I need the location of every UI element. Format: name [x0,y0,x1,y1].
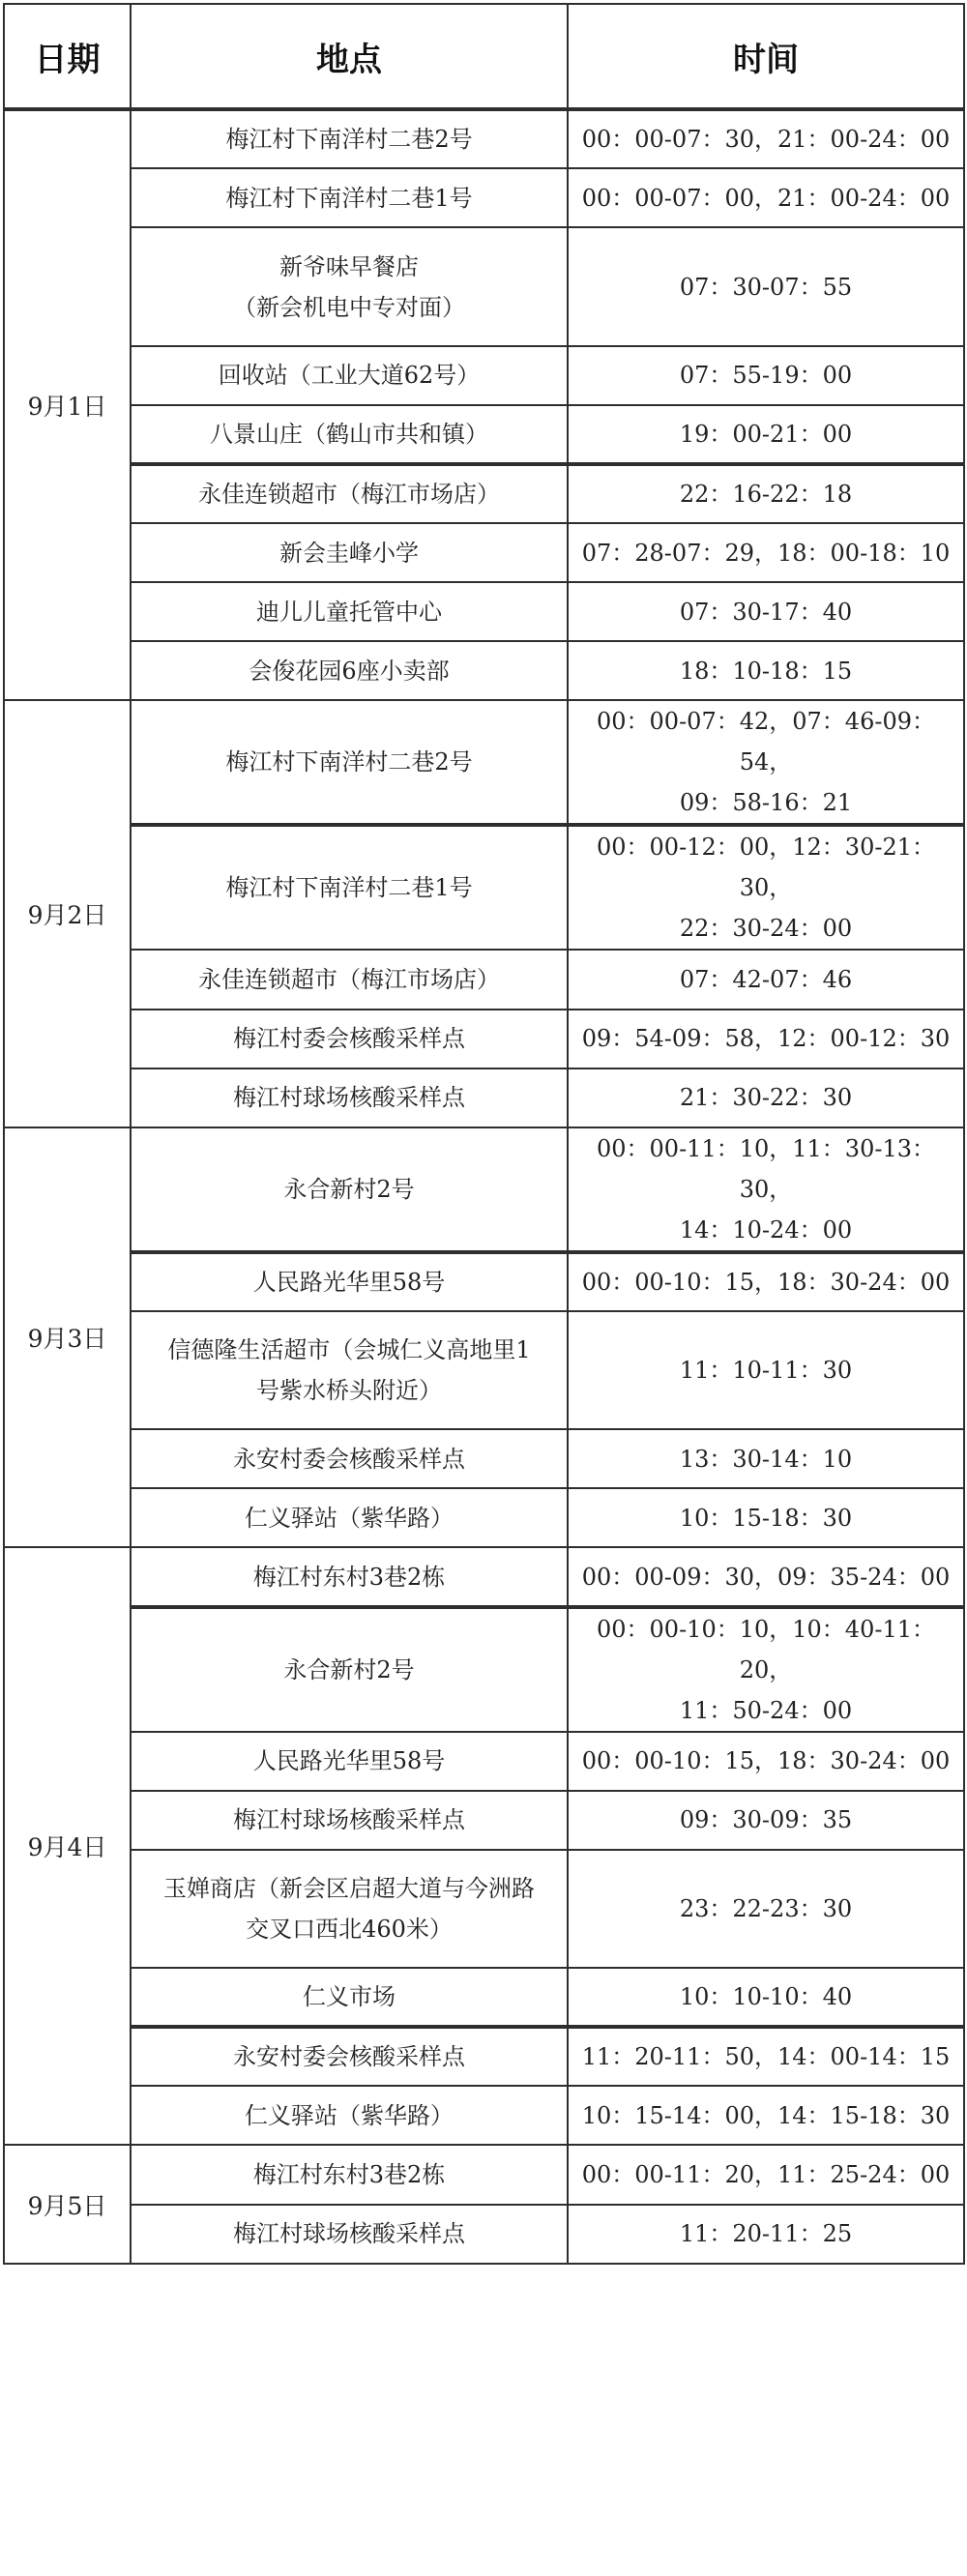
place-cell [131,1010,568,1068]
table-row [4,168,964,227]
time-cell [568,1732,964,1791]
time-line: 07：55-19：00 [679,362,853,390]
place-line: 永佳连锁超市（梅江市场店） [198,481,500,508]
time-line: 00：00-10：10，10：40-11：20， [597,1615,935,1683]
place-line: 仁义市场 [303,1983,396,2011]
place-cell [131,168,568,227]
table-row [4,2145,964,2204]
time-line: 00：00-07：30，21：00-24：00 [581,126,951,154]
place-line: 梅江村球场核酸采样点 [233,1084,465,1112]
place-line: 会俊花园6座小卖部 [249,657,450,685]
table-row [4,523,964,582]
time-line: 09：30-09：35 [679,1806,853,1834]
place-line: 回收站（工业大道62号） [218,362,481,390]
table-row [4,1791,964,1850]
time-cell [568,523,964,582]
time-cell [568,1968,964,2027]
time-cell [568,2086,964,2145]
place-line: 仁义驿站（紫华路） [245,2101,454,2129]
place-cell [131,346,568,405]
time-line: 11：10-11：30 [679,1357,853,1385]
place-line: 永安村委会核酸采样点 [233,1445,465,1473]
time-cell [568,2145,964,2204]
place-line: 新爷味早餐店 [279,252,419,280]
place-line: 梅江村下南洋村二巷2号 [225,748,473,776]
header-date: 日期 [4,4,131,109]
time-line: 00：00-09：30，09：35-24：00 [581,1563,951,1591]
place-cell [131,1127,568,1252]
time-cell [568,1547,964,1606]
time-line: 19：00-21：00 [679,420,853,448]
place-cell [131,2205,568,2264]
time-line: 00：00-07：00，21：00-24：00 [581,184,951,212]
time-cell [568,346,964,405]
date-cell: 9月4日 [4,1547,131,2145]
time-line: 00：00-11：20，11：25-24：00 [581,2161,951,2189]
table-row [4,227,964,345]
header-place: 地点 [131,4,568,109]
place-cell [131,1311,568,1429]
table-row [4,1252,964,1311]
place-line: 梅江村球场核酸采样点 [233,2220,465,2248]
table-row [4,641,964,700]
place-line: 仁义驿站（紫华路） [245,1504,454,1532]
time-cell [568,464,964,523]
place-line: 梅江村下南洋村二巷2号 [225,126,473,154]
time-line: 00：00-10：15，18：30-24：00 [581,1747,951,1775]
time-line: 07：42-07：46 [679,966,853,993]
time-line: 07：30-07：55 [679,273,853,301]
table-row [4,109,964,168]
place-cell [131,1850,568,1968]
place-cell [131,2027,568,2086]
place-cell [131,1547,568,1606]
time-line: 18：10-18：15 [679,657,853,685]
place-line: 梅江村委会核酸采样点 [233,1025,465,1053]
place-cell [131,950,568,1009]
time-line: 11：20-11：25 [679,2220,853,2248]
place-cell [131,641,568,700]
place-line: 永佳连锁超市（梅江市场店） [198,966,500,993]
place-cell [131,700,568,825]
place-cell [131,1252,568,1311]
place-line: 八景山庄（鹤山市共和镇） [210,420,488,448]
table-row [4,1732,964,1791]
time-line: 13：30-14：10 [679,1445,853,1473]
time-cell [568,168,964,227]
place-line: 梅江村球场核酸采样点 [233,1806,465,1834]
header-time: 时间 [568,4,964,109]
place-cell [131,464,568,523]
time-cell [568,1488,964,1547]
time-cell [568,825,964,950]
time-cell [568,1127,964,1252]
place-line: 梅江村下南洋村二巷1号 [225,184,473,212]
place-cell [131,227,568,345]
time-cell [568,1010,964,1068]
time-line: 21：30-22：30 [679,1084,853,1112]
time-line: 22：30-24：00 [679,915,853,943]
time-cell [568,2205,964,2264]
place-line: 人民路光华里58号 [252,1747,446,1775]
place-line: 永安村委会核酸采样点 [233,2043,465,2071]
place-cell [131,1068,568,1127]
place-cell [131,2145,568,2204]
table-row [4,2027,964,2086]
place-cell [131,1429,568,1488]
place-cell [131,2086,568,2145]
time-line: 14：10-24：00 [679,1215,853,1244]
time-cell [568,641,964,700]
time-cell [568,1607,964,1732]
table-row [4,1850,964,1968]
table-row [4,1547,964,1606]
time-line: 00：00-10：15，18：30-24：00 [581,1268,951,1296]
place-line: 新会圭峰小学 [279,539,419,567]
time-cell [568,950,964,1009]
time-cell [568,1068,964,1127]
time-cell [568,1252,964,1311]
time-cell [568,582,964,641]
place-line: 迪儿儿童托管中心 [256,598,442,626]
time-line: 11：50-24：00 [679,1696,853,1724]
time-line: 00：00-07：42，07：46-09：54， [597,708,935,776]
time-line: 00：00-12：00，12：30-21：30， [597,834,935,902]
place-line: 人民路光华里58号 [252,1268,446,1296]
header-row [4,4,964,109]
table-row [4,1311,964,1429]
place-cell [131,1607,568,1732]
time-line: 09：58-16：21 [679,789,853,817]
time-line: 07：28-07：29，18：00-18：10 [581,539,951,567]
place-line: 梅江村东村3巷2栋 [252,1563,446,1591]
place-cell [131,1732,568,1791]
time-cell [568,109,964,168]
place-line: 交叉口西北460米） [246,1915,453,1943]
schedule-table [3,3,965,2265]
time-line: 09：54-09：58，12：00-12：30 [581,1025,951,1053]
time-cell [568,1429,964,1488]
place-cell [131,1488,568,1547]
place-line: 号紫水桥头附近） [256,1377,442,1405]
date-cell: 9月3日 [4,1127,131,1548]
table-row [4,1607,964,1732]
place-line: 信德隆生活超市（会城仁义高地里1 [167,1336,531,1364]
table-row [4,464,964,523]
time-cell [568,700,964,825]
time-cell [568,405,964,464]
time-line: 07：30-17：40 [679,598,853,626]
place-cell [131,825,568,950]
date-cell: 9月5日 [4,2145,131,2263]
table-row [4,1429,964,1488]
time-line: 00：00-11：10，11：30-13：30， [597,1134,935,1203]
table-row [4,1488,964,1547]
table-row [4,1968,964,2027]
table-row [4,2205,964,2264]
place-line: 永合新村2号 [283,1655,415,1683]
time-line: 10：10-10：40 [679,1983,853,2011]
time-line: 10：15-18：30 [679,1504,853,1532]
table-row [4,950,964,1009]
place-cell [131,109,568,168]
table-row [4,582,964,641]
time-cell [568,1791,964,1850]
place-line: 玉婵商店（新会区启超大道与今洲路 [163,1874,535,1902]
place-cell [131,582,568,641]
table-row [4,405,964,464]
place-cell [131,1968,568,2027]
table-row [4,1127,964,1252]
table-row [4,2086,964,2145]
time-cell [568,1850,964,1968]
time-line: 23：22-23：30 [679,1894,853,1922]
time-line: 22：16-22：18 [679,481,853,508]
place-cell [131,405,568,464]
table-row [4,825,964,950]
time-line: 11：20-11：50，14：00-14：15 [581,2043,951,2071]
place-line: 永合新村2号 [283,1175,415,1203]
place-line: 梅江村下南洋村二巷1号 [225,874,473,902]
date-cell: 9月1日 [4,109,131,700]
place-line: 梅江村东村3巷2栋 [252,2161,446,2189]
time-cell [568,227,964,345]
time-cell [568,2027,964,2086]
date-cell: 9月2日 [4,700,131,1127]
table-row [4,1068,964,1127]
place-cell [131,523,568,582]
table-row [4,700,964,825]
table-row [4,1010,964,1068]
place-line: （新会机电中专对面） [233,293,465,321]
table-row [4,346,964,405]
place-cell [131,1791,568,1850]
time-cell [568,1311,964,1429]
time-line: 10：15-14：00，14：15-18：30 [581,2101,951,2129]
